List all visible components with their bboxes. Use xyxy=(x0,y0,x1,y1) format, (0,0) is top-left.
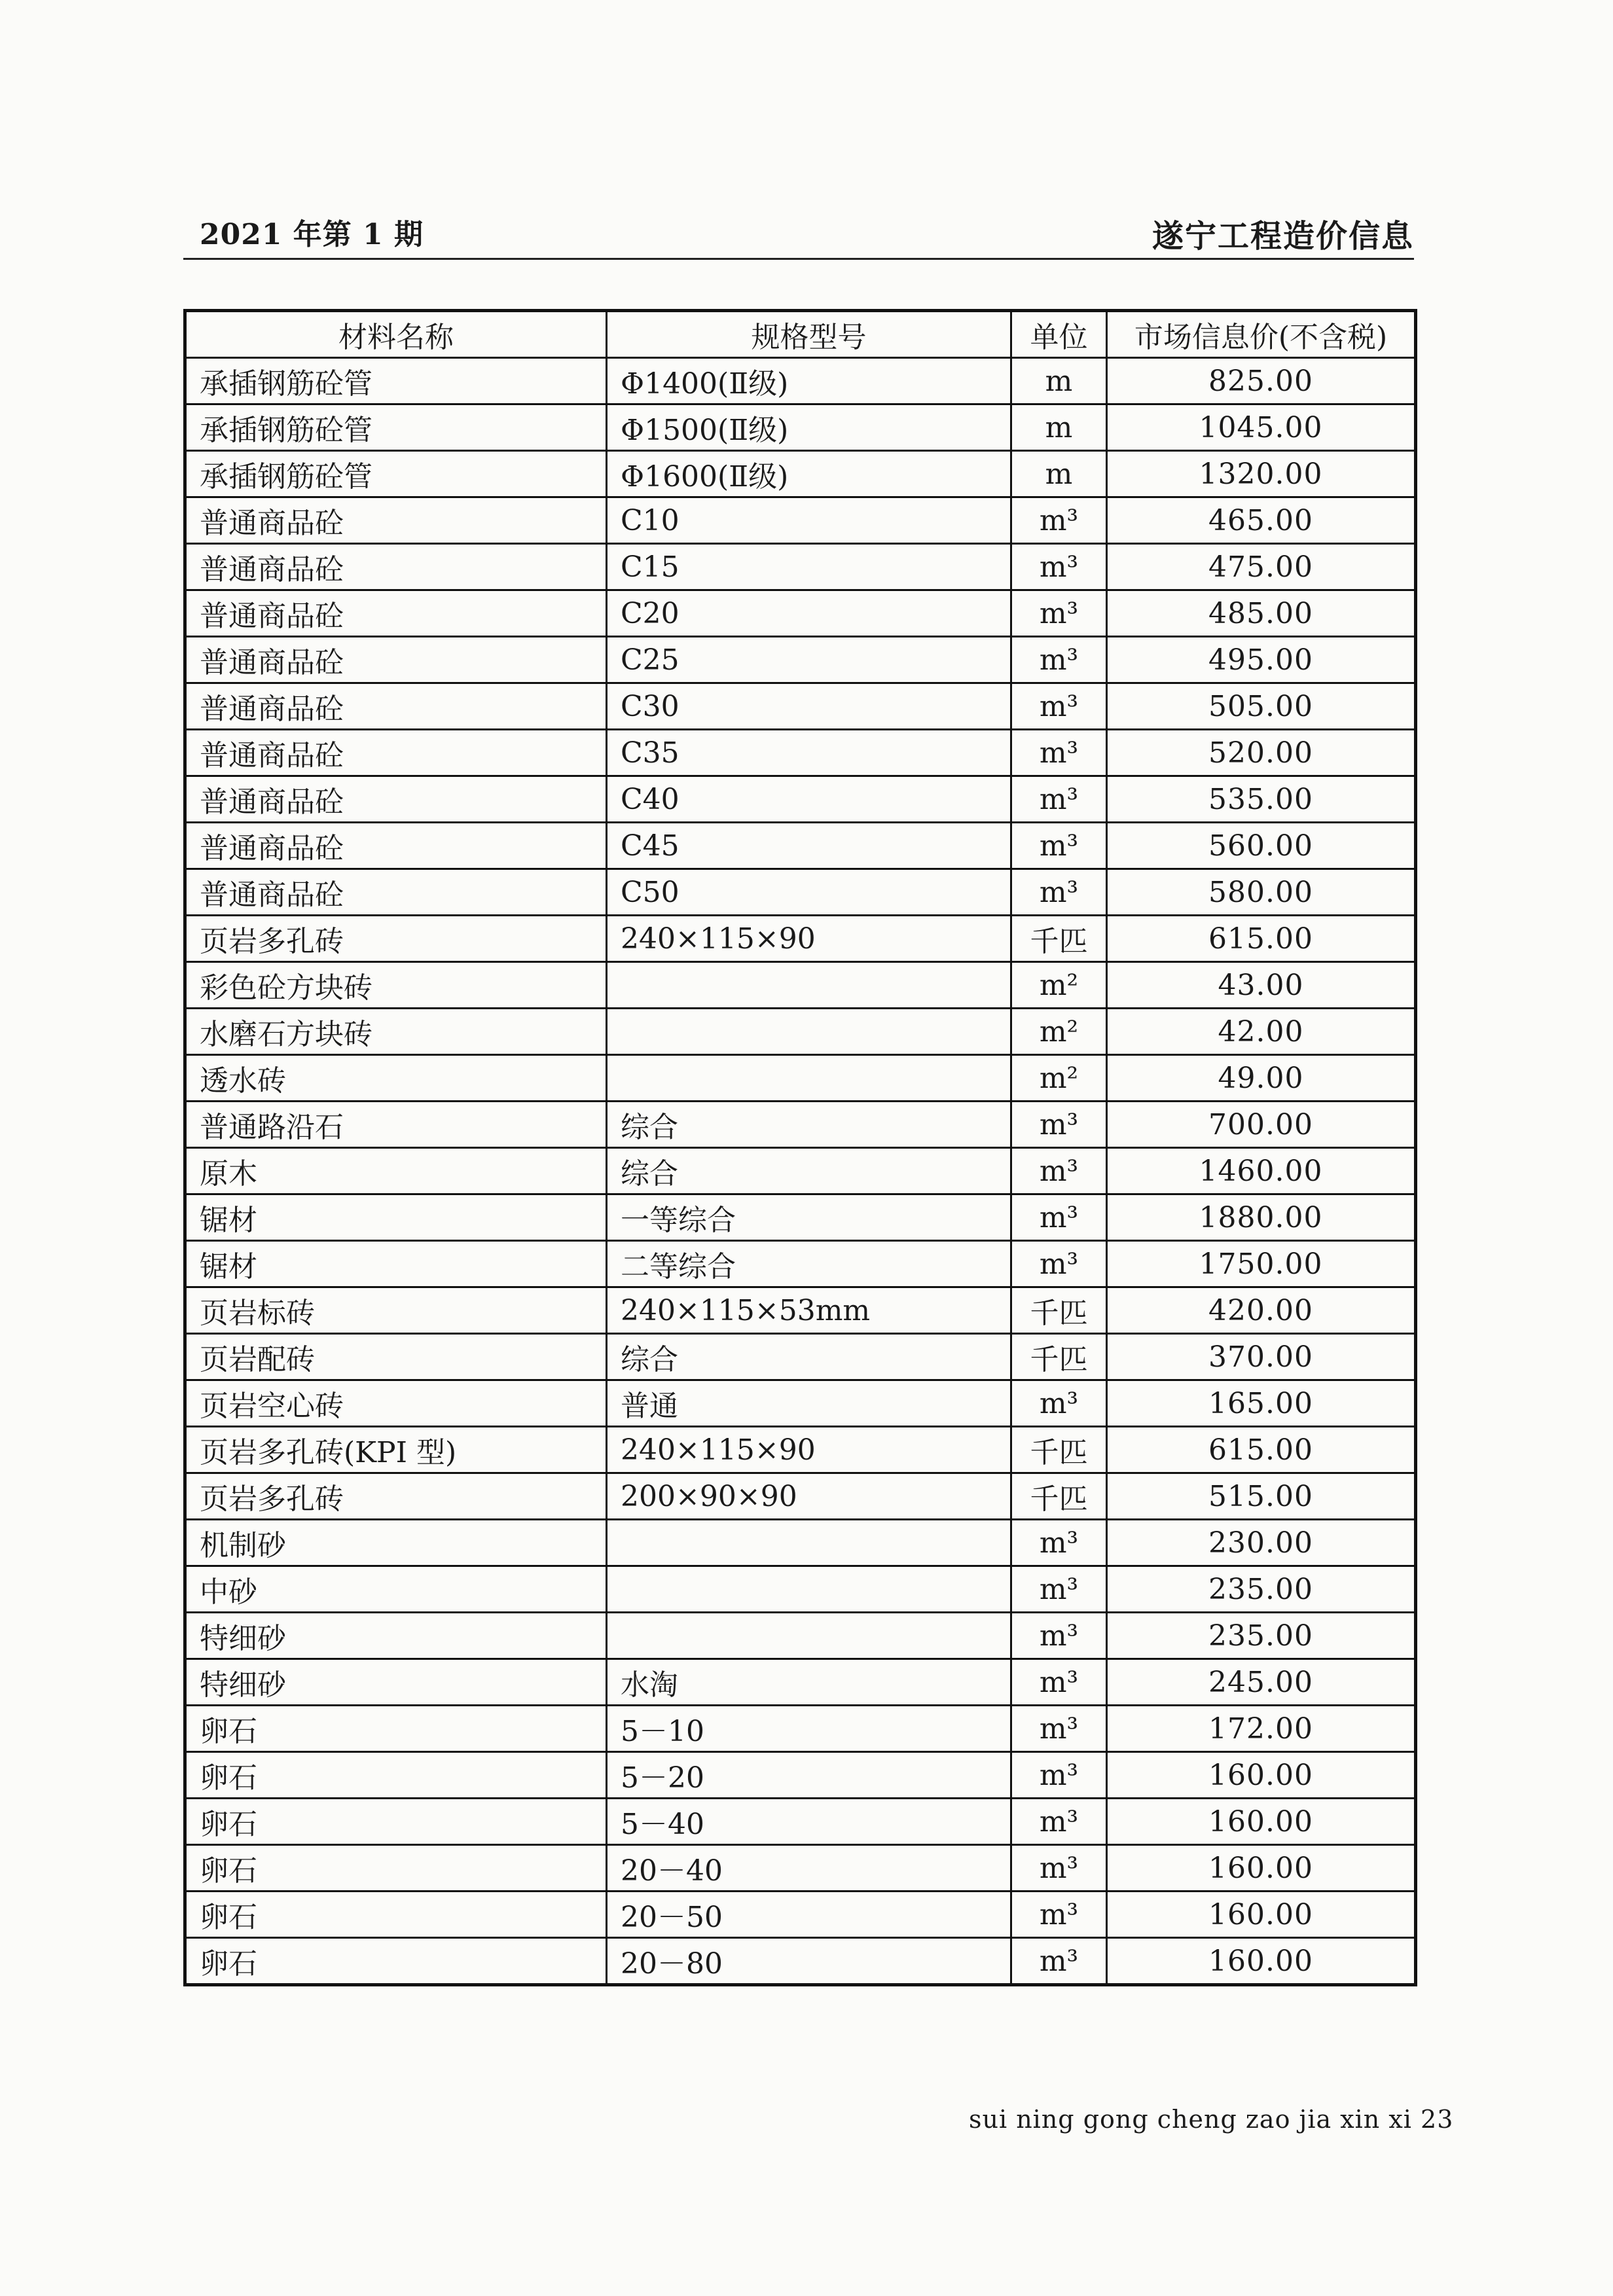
table-row xyxy=(185,1009,1416,1055)
cell-name: 特细砂 xyxy=(185,1659,607,1706)
cell-name: 原木 xyxy=(185,1148,607,1194)
cell-name: 普通商品砼 xyxy=(185,730,607,776)
cell-price: 1320.00 xyxy=(1107,451,1416,497)
cell-price: 235.00 xyxy=(1107,1566,1416,1613)
cell-spec: 普通 xyxy=(607,1380,1011,1427)
cell-spec: C25 xyxy=(607,637,1011,683)
cell-name: 普通商品砼 xyxy=(185,823,607,869)
table-row xyxy=(185,823,1416,869)
table-row xyxy=(185,1892,1416,1938)
cell-spec: Φ1500(Ⅱ级) xyxy=(607,404,1011,451)
cell-spec: 5－20 xyxy=(607,1752,1011,1799)
col-header-price: 市场信息价(不含税) xyxy=(1107,311,1416,358)
cell-price: 172.00 xyxy=(1107,1706,1416,1752)
cell-spec: Φ1600(Ⅱ级) xyxy=(607,451,1011,497)
table-row xyxy=(185,1566,1416,1613)
table-row xyxy=(185,1938,1416,1985)
cell-name: 页岩多孔砖 xyxy=(185,916,607,962)
cell-spec: C45 xyxy=(607,823,1011,869)
cell-price: 495.00 xyxy=(1107,637,1416,683)
cell-name: 页岩多孔砖(KPI 型) xyxy=(185,1427,607,1473)
cell-price: 615.00 xyxy=(1107,916,1416,962)
cell-price: 560.00 xyxy=(1107,823,1416,869)
cell-spec: 一等综合 xyxy=(607,1194,1011,1241)
cell-name: 卵石 xyxy=(185,1752,607,1799)
cell-name: 锯材 xyxy=(185,1194,607,1241)
cell-unit: m³ xyxy=(1011,1520,1107,1566)
table-row xyxy=(185,1659,1416,1706)
price-table-body xyxy=(185,358,1416,1985)
cell-unit: m³ xyxy=(1011,823,1107,869)
cell-spec xyxy=(607,1055,1011,1102)
cell-spec: 20－40 xyxy=(607,1845,1011,1892)
col-header-spec: 规格型号 xyxy=(607,311,1011,358)
cell-price: 1880.00 xyxy=(1107,1194,1416,1241)
cell-spec: 240×115×90 xyxy=(607,916,1011,962)
cell-unit: m³ xyxy=(1011,1799,1107,1845)
cell-unit: m³ xyxy=(1011,1380,1107,1427)
cell-name: 页岩空心砖 xyxy=(185,1380,607,1427)
table-row xyxy=(185,1194,1416,1241)
col-header-unit: 单位 xyxy=(1011,311,1107,358)
table-row xyxy=(185,1473,1416,1520)
cell-price: 1045.00 xyxy=(1107,404,1416,451)
table-row xyxy=(185,869,1416,916)
cell-name: 特细砂 xyxy=(185,1613,607,1659)
cell-name: 普通路沿石 xyxy=(185,1102,607,1148)
cell-price: 160.00 xyxy=(1107,1892,1416,1938)
cell-price: 485.00 xyxy=(1107,590,1416,637)
table-row xyxy=(185,1613,1416,1659)
cell-spec xyxy=(607,1566,1011,1613)
cell-unit: 千匹 xyxy=(1011,1427,1107,1473)
cell-price: 42.00 xyxy=(1107,1009,1416,1055)
table-row xyxy=(185,1706,1416,1752)
cell-name: 普通商品砼 xyxy=(185,683,607,730)
cell-spec: 240×115×90 xyxy=(607,1427,1011,1473)
cell-spec: C20 xyxy=(607,590,1011,637)
cell-unit: m³ xyxy=(1011,1566,1107,1613)
cell-unit: m³ xyxy=(1011,1148,1107,1194)
cell-unit: 千匹 xyxy=(1011,1287,1107,1334)
cell-name: 页岩标砖 xyxy=(185,1287,607,1334)
price-table-head xyxy=(185,311,1416,358)
table-row xyxy=(185,1520,1416,1566)
cell-unit: m² xyxy=(1011,1055,1107,1102)
cell-unit: m³ xyxy=(1011,869,1107,916)
cell-spec: 水淘 xyxy=(607,1659,1011,1706)
cell-spec: C50 xyxy=(607,869,1011,916)
cell-spec: 240×115×53mm xyxy=(607,1287,1011,1334)
cell-name: 卵石 xyxy=(185,1799,607,1845)
cell-spec: 综合 xyxy=(607,1102,1011,1148)
cell-unit: m³ xyxy=(1011,1892,1107,1938)
cell-price: 370.00 xyxy=(1107,1334,1416,1380)
cell-spec xyxy=(607,1613,1011,1659)
cell-unit: 千匹 xyxy=(1011,1334,1107,1380)
table-row xyxy=(185,404,1416,451)
cell-spec: 20－50 xyxy=(607,1892,1011,1938)
cell-unit: m³ xyxy=(1011,1613,1107,1659)
table-row xyxy=(185,1287,1416,1334)
cell-price: 160.00 xyxy=(1107,1938,1416,1985)
cell-spec: 二等综合 xyxy=(607,1241,1011,1287)
cell-price: 165.00 xyxy=(1107,1380,1416,1427)
cell-unit: m³ xyxy=(1011,1194,1107,1241)
cell-name: 卵石 xyxy=(185,1892,607,1938)
cell-price: 615.00 xyxy=(1107,1427,1416,1473)
cell-price: 160.00 xyxy=(1107,1799,1416,1845)
cell-unit: m³ xyxy=(1011,1706,1107,1752)
cell-spec: 20－80 xyxy=(607,1938,1011,1985)
cell-spec xyxy=(607,1520,1011,1566)
cell-unit: m³ xyxy=(1011,683,1107,730)
cell-price: 1460.00 xyxy=(1107,1148,1416,1194)
cell-unit: m³ xyxy=(1011,1241,1107,1287)
cell-price: 515.00 xyxy=(1107,1473,1416,1520)
table-row xyxy=(185,544,1416,590)
cell-name: 普通商品砼 xyxy=(185,776,607,823)
cell-spec: C30 xyxy=(607,683,1011,730)
cell-name: 机制砂 xyxy=(185,1520,607,1566)
cell-price: 520.00 xyxy=(1107,730,1416,776)
header-divider xyxy=(183,258,1414,260)
cell-unit: m³ xyxy=(1011,1102,1107,1148)
cell-name: 卵石 xyxy=(185,1845,607,1892)
cell-price: 49.00 xyxy=(1107,1055,1416,1102)
cell-price: 160.00 xyxy=(1107,1845,1416,1892)
publication-title: 遂宁工程造价信息 xyxy=(1151,218,1414,255)
table-row xyxy=(185,776,1416,823)
cell-name: 透水砖 xyxy=(185,1055,607,1102)
cell-name: 页岩配砖 xyxy=(185,1334,607,1380)
table-row xyxy=(185,358,1416,404)
table-row xyxy=(185,637,1416,683)
table-row xyxy=(185,1241,1416,1287)
table-row xyxy=(185,1752,1416,1799)
cell-spec: 综合 xyxy=(607,1334,1011,1380)
table-row xyxy=(185,1148,1416,1194)
cell-price: 245.00 xyxy=(1107,1659,1416,1706)
cell-price: 505.00 xyxy=(1107,683,1416,730)
page-header xyxy=(183,208,1414,260)
table-row xyxy=(185,916,1416,962)
cell-spec: 5－10 xyxy=(607,1706,1011,1752)
cell-unit: m² xyxy=(1011,962,1107,1009)
cell-name: 普通商品砼 xyxy=(185,590,607,637)
cell-unit: 千匹 xyxy=(1011,1473,1107,1520)
cell-spec: 综合 xyxy=(607,1148,1011,1194)
cell-spec: C40 xyxy=(607,776,1011,823)
cell-name: 普通商品砼 xyxy=(185,544,607,590)
cell-name: 普通商品砼 xyxy=(185,869,607,916)
cell-price: 1750.00 xyxy=(1107,1241,1416,1287)
cell-name: 卵石 xyxy=(185,1706,607,1752)
cell-unit: m³ xyxy=(1011,730,1107,776)
table-row xyxy=(185,1334,1416,1380)
page-footer: sui ning gong cheng zao jia xin xi 23 xyxy=(969,2105,1454,2134)
cell-unit: m xyxy=(1011,358,1107,404)
cell-unit: m xyxy=(1011,451,1107,497)
cell-price: 43.00 xyxy=(1107,962,1416,1009)
cell-unit: m³ xyxy=(1011,1659,1107,1706)
cell-spec: C15 xyxy=(607,544,1011,590)
cell-price: 160.00 xyxy=(1107,1752,1416,1799)
cell-name: 普通商品砼 xyxy=(185,637,607,683)
cell-price: 825.00 xyxy=(1107,358,1416,404)
cell-spec: 5－40 xyxy=(607,1799,1011,1845)
cell-unit: m³ xyxy=(1011,544,1107,590)
price-table xyxy=(183,309,1417,1986)
cell-unit: m³ xyxy=(1011,497,1107,544)
table-row xyxy=(185,590,1416,637)
table-row xyxy=(185,497,1416,544)
cell-unit: m xyxy=(1011,404,1107,451)
table-row xyxy=(185,1799,1416,1845)
cell-price: 700.00 xyxy=(1107,1102,1416,1148)
issue-label: 2021 年第 1 期 xyxy=(200,218,424,251)
table-row xyxy=(185,451,1416,497)
col-header-name: 材料名称 xyxy=(185,311,607,358)
cell-price: 465.00 xyxy=(1107,497,1416,544)
table-row xyxy=(185,730,1416,776)
cell-unit: m³ xyxy=(1011,776,1107,823)
cell-name: 页岩多孔砖 xyxy=(185,1473,607,1520)
cell-price: 535.00 xyxy=(1107,776,1416,823)
cell-price: 230.00 xyxy=(1107,1520,1416,1566)
table-row xyxy=(185,1380,1416,1427)
cell-spec: Φ1400(Ⅱ级) xyxy=(607,358,1011,404)
cell-spec: C35 xyxy=(607,730,1011,776)
table-row xyxy=(185,1055,1416,1102)
cell-unit: m² xyxy=(1011,1009,1107,1055)
cell-price: 580.00 xyxy=(1107,869,1416,916)
cell-name: 承插钢筋砼管 xyxy=(185,404,607,451)
cell-unit: m³ xyxy=(1011,1752,1107,1799)
cell-name: 承插钢筋砼管 xyxy=(185,451,607,497)
cell-name: 中砂 xyxy=(185,1566,607,1613)
table-row xyxy=(185,1102,1416,1148)
cell-price: 475.00 xyxy=(1107,544,1416,590)
cell-spec: C10 xyxy=(607,497,1011,544)
cell-name: 卵石 xyxy=(185,1938,607,1985)
cell-name: 锯材 xyxy=(185,1241,607,1287)
header-row xyxy=(185,311,1416,358)
table-row xyxy=(185,962,1416,1009)
cell-unit: 千匹 xyxy=(1011,916,1107,962)
cell-name: 普通商品砼 xyxy=(185,497,607,544)
table-row xyxy=(185,1845,1416,1892)
cell-unit: m³ xyxy=(1011,637,1107,683)
cell-unit: m³ xyxy=(1011,1845,1107,1892)
cell-unit: m³ xyxy=(1011,590,1107,637)
cell-spec xyxy=(607,1009,1011,1055)
cell-name: 承插钢筋砼管 xyxy=(185,358,607,404)
cell-price: 420.00 xyxy=(1107,1287,1416,1334)
cell-spec xyxy=(607,962,1011,1009)
cell-price: 235.00 xyxy=(1107,1613,1416,1659)
table-row xyxy=(185,683,1416,730)
table-row xyxy=(185,1427,1416,1473)
cell-spec: 200×90×90 xyxy=(607,1473,1011,1520)
cell-name: 彩色砼方块砖 xyxy=(185,962,607,1009)
cell-unit: m³ xyxy=(1011,1938,1107,1985)
cell-name: 水磨石方块砖 xyxy=(185,1009,607,1055)
